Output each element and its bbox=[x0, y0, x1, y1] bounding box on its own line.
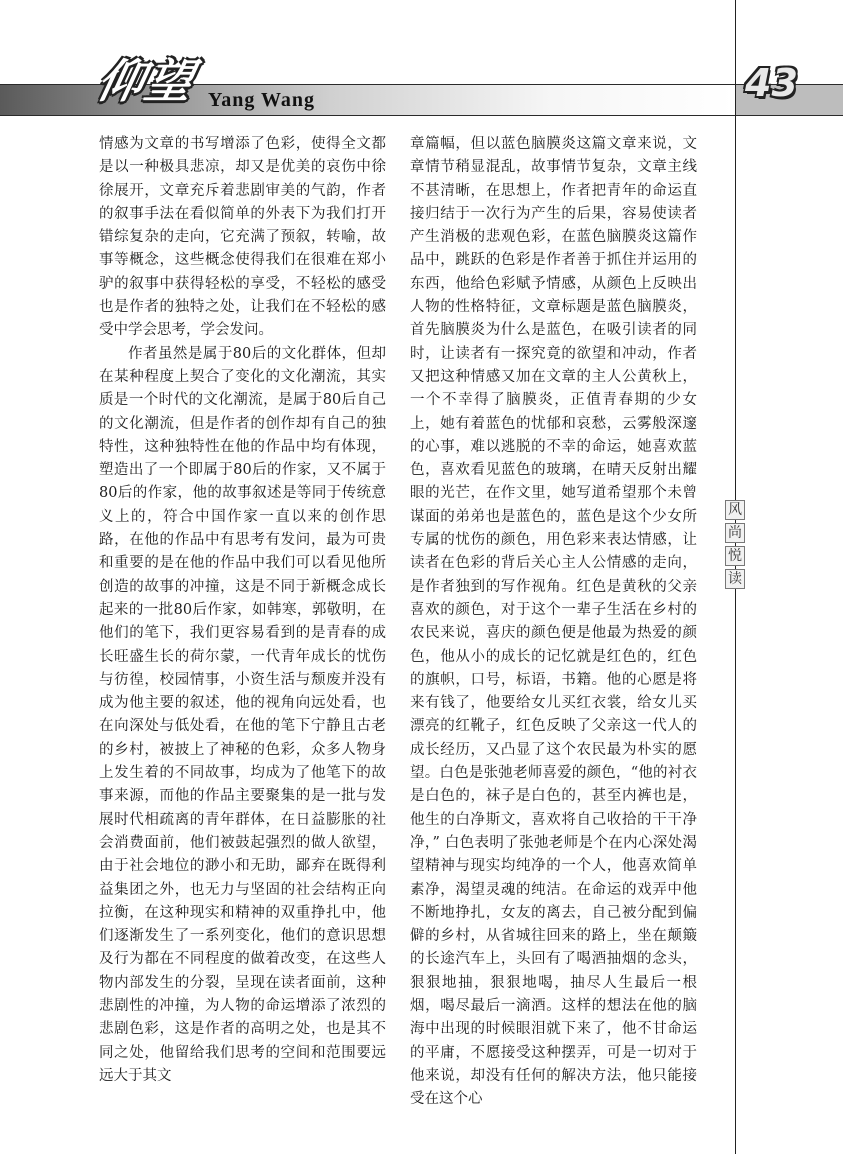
author-name: Yang Wang bbox=[208, 89, 316, 111]
section-tag-char: 读 bbox=[725, 569, 745, 589]
article-paragraph: 情感为文章的书写增添了色彩，使得全文都是以一种极具悲凉，却又是优美的哀伤中徐徐展开，文章充斥着悲剧审美的气韵，作者的叙事手法在看似简单的外表下为我们打开错综复杂的走向，它充满了预叙，转喻，故事等概念，这些概念使得我们在很难在郑小驴的叙事中获得轻松的享受，不轻松的感受也是作者的独特之处，让我们在不轻松的感受中学会思考，学会发问。 bbox=[99, 136, 386, 339]
section-tag-char: 尚 bbox=[725, 523, 745, 543]
magazine-logo: 仰望 bbox=[92, 54, 200, 108]
article-column-left bbox=[99, 133, 386, 1088]
article-column-right bbox=[410, 133, 697, 1111]
article-paragraph: 作者虽然是属于80后的文化群体，但却在某种程度上契合了变化的文化潮流，其实质是一个时代的文化潮流，是属于80后自己的文化潮流，但是作者的创作却有自己的独特性，这种独特性在他的作品中均有体现，塑造出了一个即属于80后的作家，又不属于80后的作家，他的故事叙述是等同于传统意义上的，符合中国作家一直以来的创作思路，在他的作品中有思考有发问，最为可贵和重要的是在他的作品中我们可以看见他所创造的故事的冲撞，这是不同于新概念成长起来的一批80后作家，如韩寒，郭敬明，在他们的笔下，我们更容易看到的是青春的成长旺盛生长的荷尔蒙，一代青年成长的忧伤与彷徨，校园情事，小资生活与颓废并没有成为他主要的叙述，他的视角向远处看，也在向深处与低处看，在他的笔下宁静且古老的乡村，被披上了神秘的色彩，众多人物身上发生着的不同故事，均成为了他笔下的故事来源，而他的作品主要聚集的是一批与发展时代相疏离的青年群体，在日益膨胀的社会消费面前，他们被鼓起强烈的做人欲望，由于社会地位的渺小和无助，鄙弃在既得利益集团之外，也无力与坚固的社会结构正向拉衡，在这种现实和精神的双重挣扎中，他们逐渐发生了一系列变化，他们的意识思想及行为都在不同程度的做着改变，在这些人物内部发生的分裂，呈现在读者面前，这种悲剧性的冲撞，为人物的命运增添了浓烈的悲剧色彩，这是作者的高明之处，也是其不同之处，他留给我们思考的空间和范围要远远大于其文 bbox=[99, 345, 386, 1084]
section-tag-char: 风 bbox=[725, 500, 745, 520]
section-tag bbox=[725, 500, 747, 589]
section-tag-char: 悦 bbox=[725, 546, 745, 566]
page-number: 43 bbox=[745, 61, 798, 105]
article-paragraph: 章篇幅，但以蓝色脑膜炎这篇文章来说，文章情节稍显混乱，故事情节复杂，文章主线不甚清晰，在思想上，作者把青年的命运直接归结于一次行为产生的后果，容易使读者产生消极的悲观色彩，在蓝色脑膜炎这篇作品中，跳跃的色彩是作者善于抓住并运用的东西，他给色彩赋予情感，从颜色上反映出人物的性格特征，文章标题是蓝色脑膜炎，首先脑膜炎为什么是蓝色，在吸引读者的同时，让读者有一探究竟的欲望和冲动，作者又把这种情感又加在文章的主人公黄秋上，一个不幸得了脑膜炎，正值青春期的少女上，她有着蓝色的忧郁和哀愁，云雾般深邃的心事，难以逃脱的不幸的命运，她喜欢蓝色，喜欢看见蓝色的玻璃，在晴天反射出耀眼的光芒，在作文里，她写道希望那个未曾谋面的弟弟也是蓝色的，蓝色是这个少女所专属的忧伤的颜色，用色彩来表达情感，让读者在色彩的背后关心主人公情感的走向，是作者独到的写作视角。红色是黄秋的父亲喜欢的颜色，对于这个一辈子生活在乡村的农民来说，喜庆的颜色便是他最为热爱的颜色，他从小的成长的记忆就是红色的，红色的旗帜，口号，标语，书籍。他的心愿是将来有钱了，他要给女儿买红衣裳，给女儿买漂亮的红靴子，红色反映了父亲这一代人的成长经历，又凸显了这个农民最为朴实的愿望。白色是张弛老师喜爱的颜色，“他的衬衣是白色的，袜子是白色的，甚至内裤也是，他生的白净斯文，喜欢将自己收拾的干干净净，” 白色表明了张弛老师是个在内心深处渴望精神与现实均纯净的一个人，他喜欢简单素净，渴望灵魂的纯洁。在命运的戏弄中他不断地挣扎，女友的离去，自己被分配到偏僻的乡村，从省城往回来的路上，坐在颠簸的长途汽车上，头回有了喝酒抽烟的念头，狠狠地抽，狠狠地喝，抽尽人生最后一根烟，喝尽最后一滴酒。这样的想法在他的脑海中出现的时候眼泪就下来了，他不甘命运的平庸，不愿接受这种摆弄，可是一切对于他来说，却没有任何的解决方法，他只能接受在这个心 bbox=[410, 136, 697, 1108]
